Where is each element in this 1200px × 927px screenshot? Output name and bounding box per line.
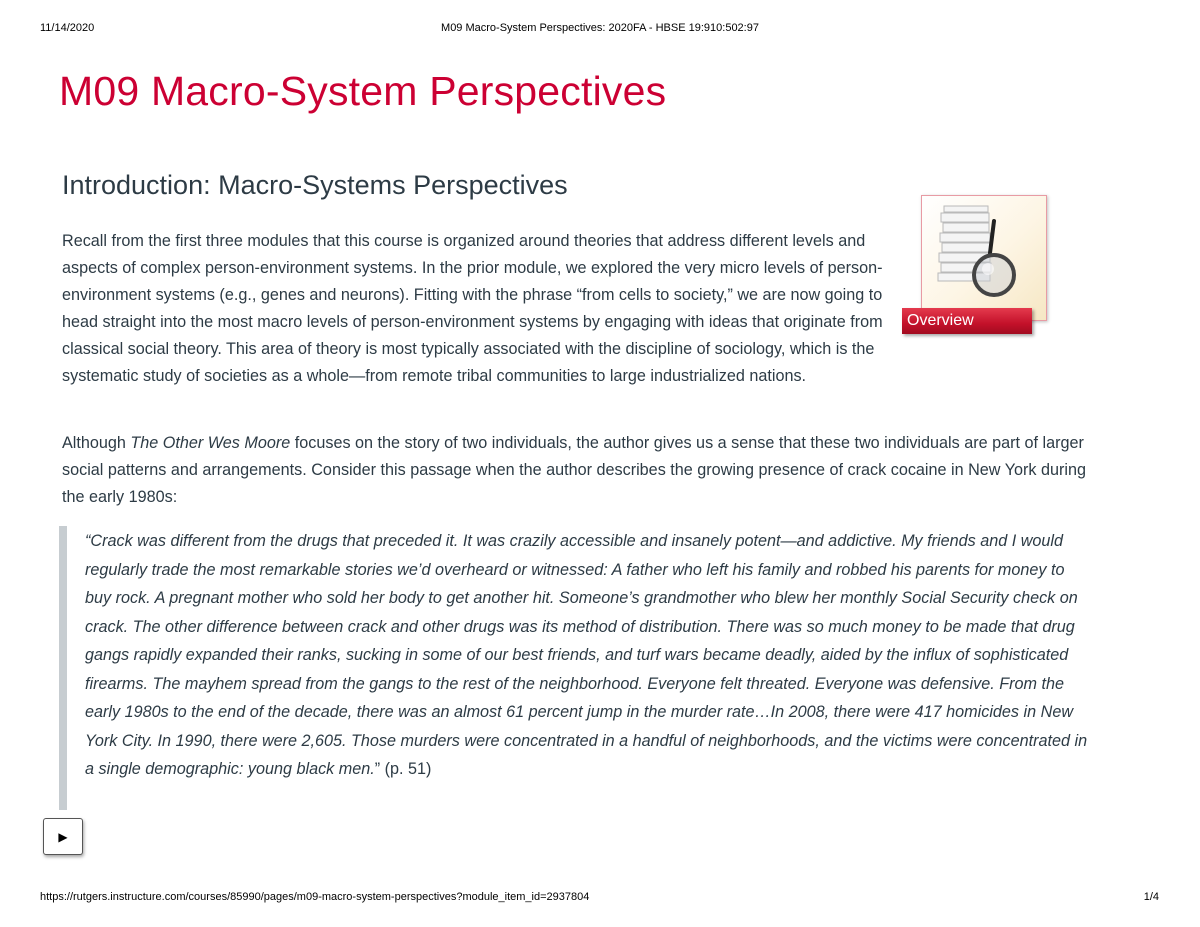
paragraph-text: focuses on the story of two individuals, the author gives us a sense that these two individuals are part of larger social patterns and arrangements. Consider this passage when the author describes the growing presence of crack cocaine in New York during the early 1980s: xyxy=(62,434,1086,506)
print-date: 11/14/2020 xyxy=(40,22,95,34)
section-heading: Introduction: Macro-Systems Perspectives xyxy=(62,170,568,200)
quote-text: “Crack was different from the drugs that preceded it. It was crazily accessible and insanely potent—and addictive. My friends and I would regularly trade the most remarkable stories we’d overheard or witnessed: A father who left his family and robbed his parents for money to buy rock. A pregnant mother who sold her body to get another hit. Someone’s grandmother who blew her monthly Social Security check on crack. The other difference between crack and other drugs was its method of distribution. There was so much money to be made that drug gangs rapidly expanded their ranks, sucking in some of our best friends, and turf wars became deadly, aided by the influx of sophisticated firearms. The mayhem spread from the gangs to the rest of the neighborhood. Everyone felt threated. Everyone was defensive. From the early 1980s to the end of the decade, there was an almost 61 percent jump in the murder rate…In 2008, there were 417 homicides in New York City. In 1990, there were 2,605. Those murders were concentrated in a handful of neighborhoods, and the victims were concentrated in a single demographic: young black men. xyxy=(85,532,1088,778)
overview-banner: Overview xyxy=(902,308,1032,334)
book-context-paragraph xyxy=(62,430,1092,511)
page-number: 1/4 xyxy=(1143,891,1159,903)
book-title: The Other Wes Moore xyxy=(130,434,291,452)
print-document-title: M09 Macro-System Perspectives: 2020FA - HBSE 19:910:502:97 xyxy=(441,22,759,34)
magnifier-over-papers-icon xyxy=(932,203,1032,308)
blockquote-bar xyxy=(59,526,67,810)
blockquote xyxy=(85,527,1095,784)
overview-image xyxy=(902,195,1046,340)
play-icon: ▶ xyxy=(58,829,68,844)
closing-quote: ” xyxy=(374,760,381,778)
page-url: https://rutgers.instructure.com/courses/85990/pages/m09-macro-system-perspectives?module_item_id=2937804 xyxy=(40,891,590,903)
page-title: M09 Macro-System Perspectives xyxy=(59,68,667,114)
intro-paragraph: Recall from the first three modules that this course is organized around theories that address different levels and aspects of complex person-environment systems. In the prior module, we explored the very micro levels of person-environment systems (e.g., genes and neurons). Fitting with the phrase “from cells to society,” we are now going to head straight into the most macro levels of person-environment systems by engaging with ideas that originate from classical social theory. This area of theory is most typically associated with the discipline of sociology, which is the systematic study of societies as a whole—from remote tribal communities to large industrialized nations. xyxy=(62,232,883,385)
paragraph-text: Although xyxy=(62,434,131,452)
citation: (p. 51) xyxy=(380,760,432,778)
play-button[interactable] xyxy=(43,818,83,855)
